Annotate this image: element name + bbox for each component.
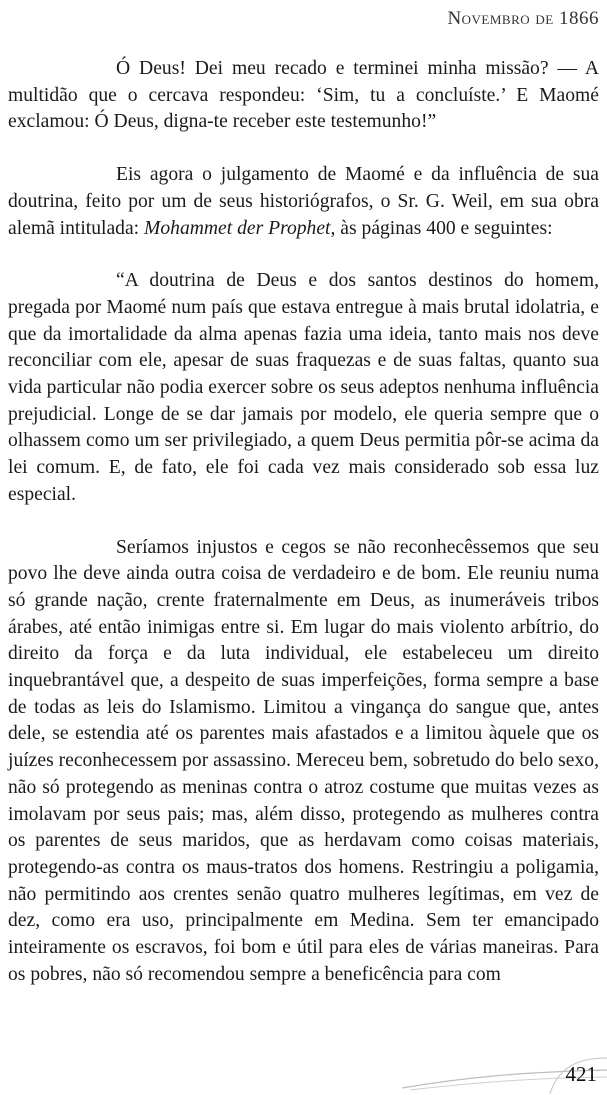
paragraph-introduction-text: Eis agora o julgamento de Maomé e da influência de sua doutrina, feito por um de seus historiógrafos, o Sr. G. Weil, em sua obra alemã intitulada: bbox=[8, 164, 599, 239]
paragraph-introduction-end: , às páginas 400 e seguintes: bbox=[330, 217, 553, 239]
body-text bbox=[8, 56, 599, 989]
paragraph-introduction bbox=[8, 162, 599, 242]
book-title: Mohammet der Prophet bbox=[144, 217, 331, 239]
running-head: Novembro de 1866 bbox=[447, 8, 599, 29]
paragraph-continuation: Ó Deus! Dei meu recado e terminei minha missão? — A multidão que o cercava respondeu: ‘Sim, tu a concluíste.’ E Maomé exclamou: Ó Deus, digna-te receber este testemunho!” bbox=[8, 58, 599, 133]
paragraph-quotation-1: “A doutrina de Deus e dos santos destinos do homem, pregada por Maomé num país que estava entregue à mais brutal idolatria, e que da imortalidade da alma apenas fazia uma ideia, tanto mais nos deve reconciliar com ele, apesar de suas fraquezas e de suas faltas, quanto sua vida particular não podia exercer sobre os seus adeptos nenhuma influência prejudicial. Longe de se dar jamais por modelo, ele queria sempre que o olhassem como um ser privilegiado, a quem Deus permitia pôr-se acima da lei comum. E, de fato, ele foi cada vez mais considerado sob essa luz especial. bbox=[8, 270, 599, 505]
paragraph-quotation-2: Seríamos injustos e cegos se não reconhecêssemos que seu povo lhe deve ainda outra coisa de verdadeiro e de bom. Ele reuniu numa só grande nação, crente fraternalmente em Deus, as inumeráveis tribos árabes, até então inimigas entre si. Em lugar do mais violento arbítrio, do direito da força e da luta individual, ele estabeleceu um direito inquebrantável que, a despeito de suas imperfeições, forma sempre a base de todas as leis do Islamismo. Limitou a vingança do sangue que, antes dele, se estendia até os parentes mais afastados e a limitou àquele que os juízes reconhecessem por assassino. Mereceu bem, sobretudo do belo sexo, não só protegendo as meninas contra o atroz costume que muitas vezes as imolavam por seus pais; mas, além disso, protegendo as mulheres contra os parentes de seus maridos, que as herdavam como coisas materiais, protegendo-as contra os maus-tratos dos homens. Restringiu a poligamia, não permitindo aos crentes senão quatro mulheres legítimas, em vez de dez, como era uso, principalmente em Medina. Sem ter emancipado inteiramente os escravos, foi bom e útil para eles de várias maneiras. Para os pobres, não só recomendou sempre a beneficência para com bbox=[8, 536, 599, 985]
page-number: 421 bbox=[565, 1062, 597, 1086]
